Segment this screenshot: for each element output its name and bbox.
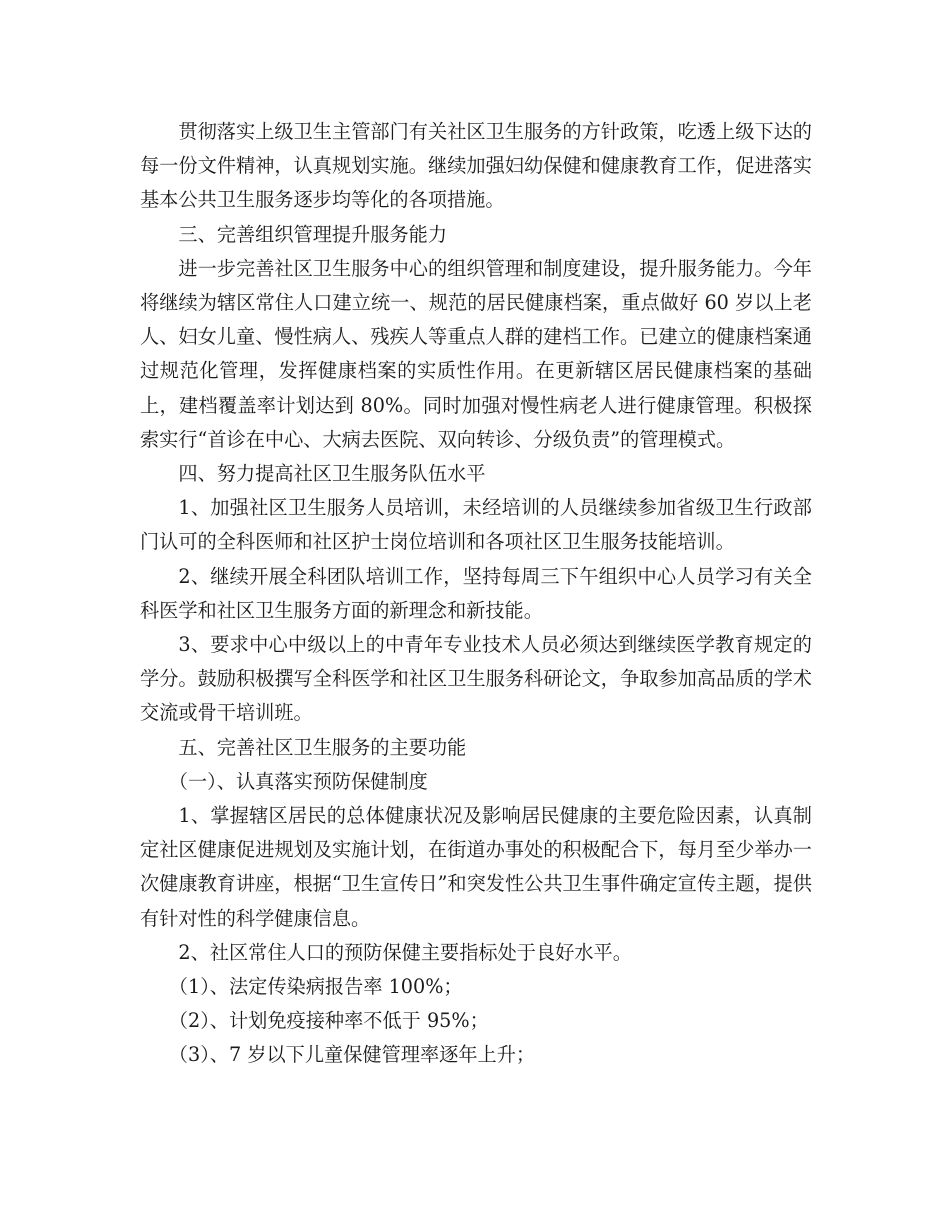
paragraph-training-1: 1、加强社区卫生服务人员培训，未经培训的人员继续参加省级卫生行政部门认可的全科医师和社区护士岗位培训和各项社区卫生服务技能培训。 (140, 496, 812, 554)
heading-section-3: 三、完善组织管理提升服务能力 (178, 222, 448, 246)
paragraph-policy: 贯彻落实上级卫生主管部门有关社区卫生服务的方针政策，吃透上级下达的每一份文件精神，认真规划实施。继续加强妇幼保健和健康教育工作，促进落实基本公共卫生服务逐步均等化的各项措施。 (140, 120, 812, 212)
heading-section-5: 五、完善社区卫生服务的主要功能 (178, 735, 467, 759)
paragraph-training-2: 2、继续开展全科团队培训工作，坚持每周三下午组织中心人员学习有关全科医学和社区卫生服务方面的新理念和新技能。 (140, 564, 812, 622)
list-item-indicator-1: （1）、法定传染病报告率 100%； (168, 975, 463, 999)
heading-section-4: 四、努力提高社区卫生服务队伍水平 (178, 462, 486, 486)
paragraph-organization: 进一步完善社区卫生服务中心的组织管理和制度建设，提升服务能力。今年将继续为辖区常住人口建立统一、规范的居民健康档案，重点做好 60 岁以上老人、妇女儿童、慢性病人、残疾人等重点人群的建档工作。已建立的健康档案通过规范化管理，发挥健康档案的实质性作用。在更新辖区居民健康档案的基础上，建档覆盖率计划达到 80%。同时加强对慢性病老人进行健康管理。积极探索实行“首诊在中心、大病去医院、双向转诊、分级负责”的管理模式。 (140, 256, 812, 451)
document-body (140, 115, 812, 1073)
paragraph-prevention-1: 1、掌握辖区居民的总体健康状况及影响居民健康的主要危险因素，认真制定社区健康促进规划及实施计划，在街道办事处的积极配合下，每月至少举办一次健康教育讲座，根据“卫生宣传日”和突发性公共卫生事件确定宣传主题，提供有针对性的科学健康信息。 (140, 804, 812, 930)
list-item-indicator-2: （2）、计划免疫接种率不低于 95%； (168, 1009, 489, 1033)
list-item-indicator-3: （3）、7 岁以下儿童保健管理率逐年上升； (168, 1043, 536, 1067)
paragraph-prevention-2: 2、社区常住人口的预防保健主要指标处于良好水平。 (178, 940, 632, 964)
subheading-prevention: （一）、认真落实预防保健制度 (168, 769, 428, 793)
paragraph-training-3: 3、要求中心中级以上的中青年专业技术人员必须达到继续医学教育规定的学分。鼓励积极撰写全科医学和社区卫生服务科研论文，争取参加高品质的学术交流或骨干培训班。 (140, 633, 812, 725)
